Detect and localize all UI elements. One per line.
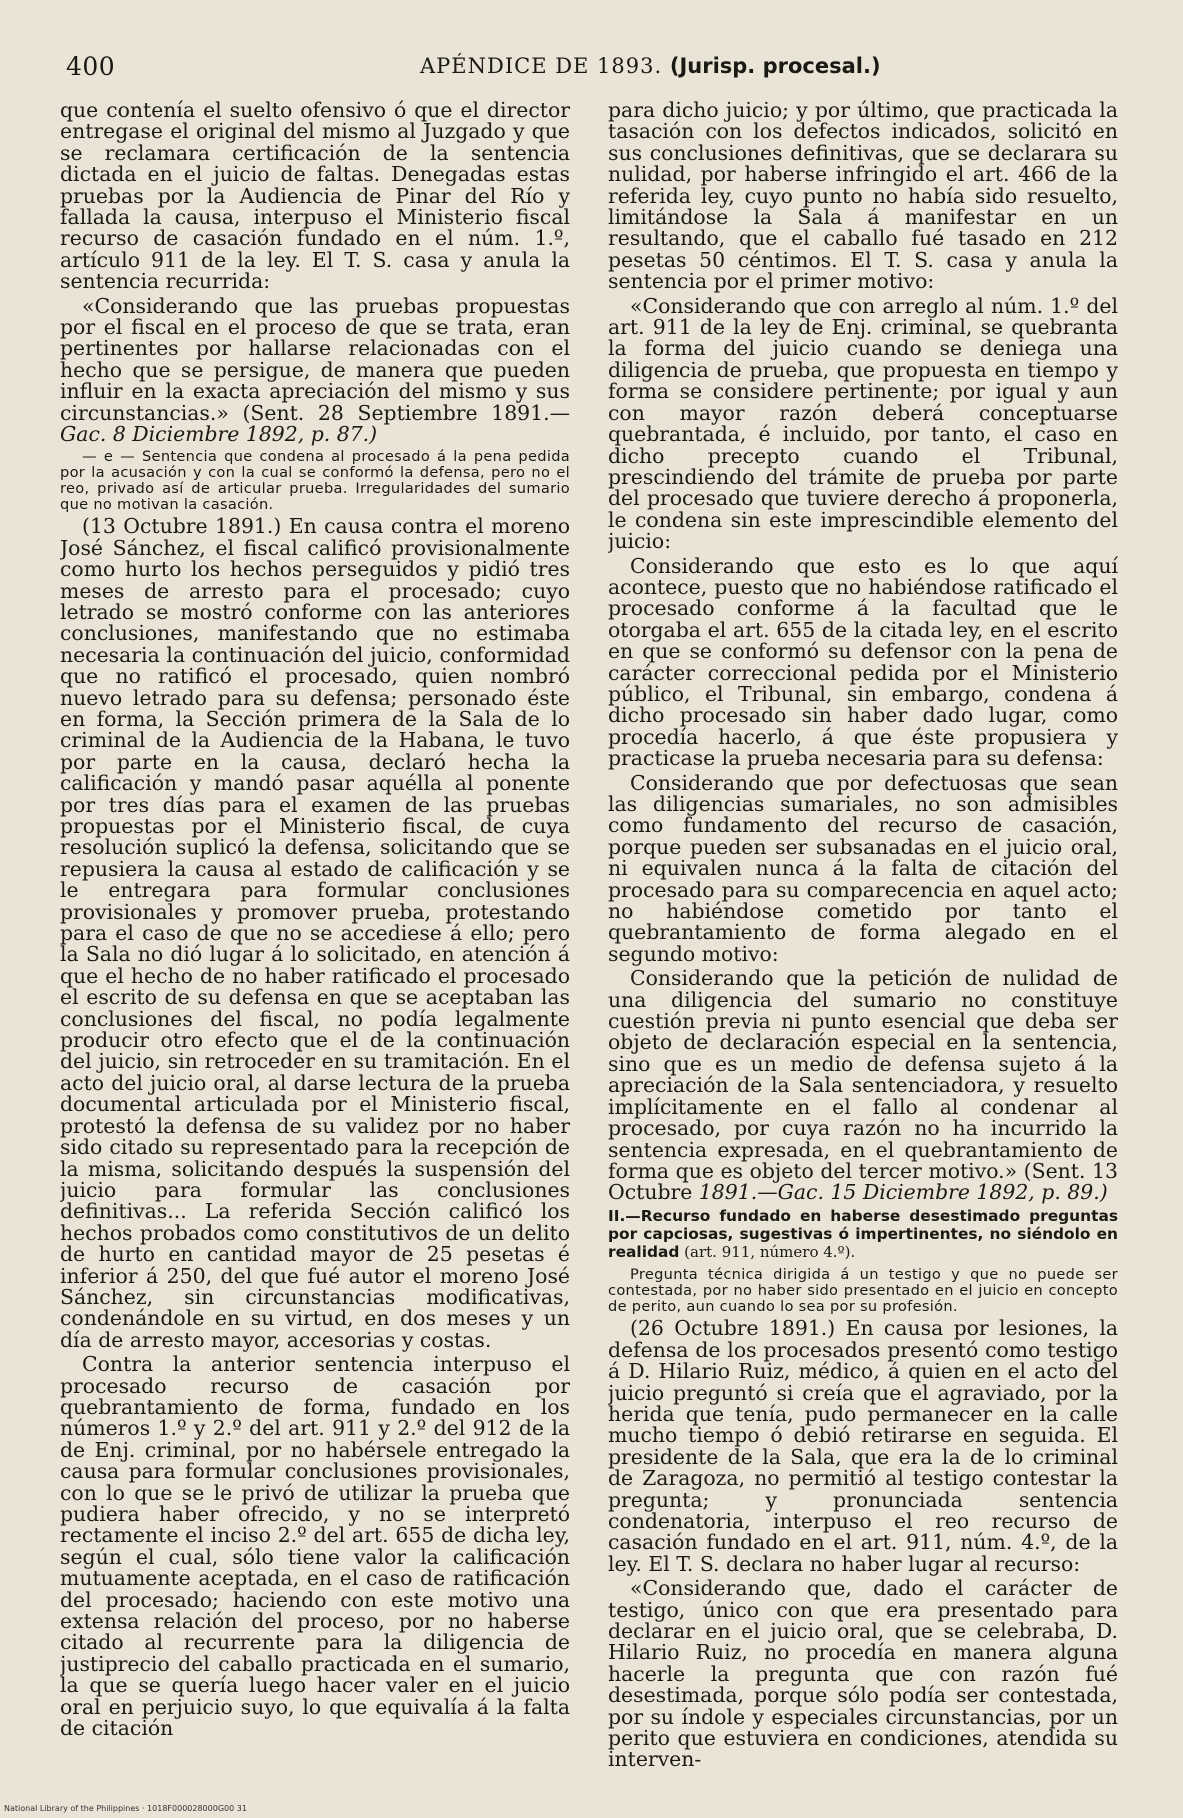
paragraph: «Considerando que con arreglo al núm. 1.º del art. 911 de la ley de Enj. criminal, se quebranta la forma del juicio cuando se deniega una diligencia de prueba, que propuesta en tiempo y forma se considere pertinente; por igual y aun con mayor razón deberá conceptuarse quebrantada, é incluido, por tanto, el caso en dicho precepto cuando el Tribunal, prescindiendo del trámite de prueba por parte del procesado que tuviere derecho á proponerla, le condena sin este imprescindible elemento del juicio: bbox=[608, 293, 1118, 554]
left-column bbox=[60, 100, 570, 1780]
paragraph bbox=[608, 968, 1118, 1203]
paragraph: Considerando que por defectuosas que sean las diligencias sumariales, no son admisibles como fundamento del recurso de casación, porque pueden ser subsanadas en el juicio oral, ni equivalen nunca á la falta de citación del procesado para su comparecencia en aquel acto; no habiéndose cometido por tanto el quebrantamiento de forma alegado en el segundo motivo: bbox=[608, 770, 1118, 966]
paragraph: (26 Octubre 1891.) En causa por lesiones, la defensa de los procesados presentó como testigo á D. Hilario Ruiz, médico, á quien en el acto del juicio preguntó si creía que el agraviado, por la herida que tenía, pudo permanecer en la calle mucho tiempo ó debió retirarse en seguida. El presidente de la Sala, que era la de lo criminal de Zaragoza, no permitió al testigo contestar la pregunta; y pronunciada sentencia condenatoria, interpuso el reo recurso de casación fundado en el art. 911, núm. 4.º, de la ley. El T. S. declara no haber lugar al recurso: bbox=[608, 1316, 1118, 1576]
running-title bbox=[420, 54, 881, 78]
scan-footer: National Library of the Philippines · 1018F000028000G00 31 bbox=[4, 1804, 247, 1813]
paragraph: Contra la anterior sentencia interpuso el procesado recurso de casación por quebrantamiento de forma, fundado en los números 1.º y 2.º del art. 911 y 2.º del 912 de la de Enj. criminal, por no habérsele entregado la causa para formular conclusiones provisionales, con lo que se le privó de utilizar la prueba que pudiera haber ofrecido, y no se interpretó rectamente el inciso 2.º del art. 655 de dicha ley, según el cual, sólo tiene valor la calificación mutuamente aceptada, en el caso de ratificación del procesado; haciendo con este motivo una extensa relación del proceso, por no haberse citado al recurrente para la diligencia de justiprecio del caballo practicada en el sumario, la que se quería luego hacer valer en el juicio oral en perjuicio suyo, lo que equivalía á la falta de citación bbox=[60, 1352, 570, 1741]
case-summary: — e — Sentencia que condena al procesado á la pena pedida por la acusación y con la cual se conformó la defensa, pero no el reo, privado así de articular prueba. Irregularidades del sumario que no motivan la casación. bbox=[60, 447, 570, 514]
case-summary: Pregunta técnica dirigida á un testigo y que no puede ser contestada, por no haber sido presentado en el juicio en concepto de perito, aun cuando lo sea por su profesión. bbox=[608, 1265, 1118, 1316]
section-heading-ref: (art. 911, número 4.º). bbox=[679, 1242, 856, 1261]
paragraph: que contenía el suelto ofensivo ó que el director entregase el original del mismo al Juzgado y que se reclamara certificación de la sentencia dictada en el juicio de faltas. Denegadas estas pruebas por la Audiencia de Pinar del Río y fallada la causa, interpuso el Ministerio fiscal recurso de casación fundado en el núm. 1.º, artículo 911 de la ley. El T. S. casa y anula la sentencia recurrida: bbox=[60, 100, 570, 294]
paragraph bbox=[60, 293, 570, 447]
page-number: 400 bbox=[66, 52, 116, 81]
paragraph-text: «Considerando que las pruebas propuestas por el fiscal en el proceso de que se trata, eran pertinentes por hallarse relacionadas con el hecho que se persigue, de manera que pueden influir en la exacta apreciación del mismo y sus circunstancias.» (Sent. 28 Septiembre 1891.— bbox=[60, 293, 570, 425]
page-header bbox=[40, 48, 1140, 88]
section-heading bbox=[608, 1207, 1118, 1261]
citation: 1891.—Gac. 15 Diciembre 1892, p. 89.) bbox=[698, 1180, 1108, 1205]
paragraph: Considerando que esto es lo que aquí acontece, puesto que no habiéndose ratificado el procesado conforme á la facultad que le otorgaba el art. 655 de la citada ley, en el escrito en que se conformó su defensor con la pena de carácter correccional pedida por el Ministerio público, el Tribunal, sin embargo, condena á dicho procesado sin haber dado lugar, como procedía hacerlo, á que éste propusiera y practicase la prueba necesaria para su defensa: bbox=[608, 553, 1118, 771]
paragraph-text: Considerando que la petición de nulidad de una diligencia del sumario no constituye cuestión previa ni punto esencial que deba ser objeto de declaración especial en la sentencia, sino que es un medio de defensa sujeto á la apreciación de la Sala sentenciadora, y resuelto implícitamente en el fallo al condenar al procesado, por cuya razón no ha incurrido la sentencia expresada, en el quebrantamiento de forma que es objeto del tercer motivo.» (Sent. 13 Octubre bbox=[608, 966, 1118, 1205]
running-title-section: (Jurisp. procesal.) bbox=[669, 54, 881, 78]
paragraph: para dicho juicio; y por último, que practicada la tasación con los defectos indicados, solicitó en sus conclusiones definitivas, que se declarara su nulidad, por haberse infringido el art. 466 de la referida ley, cuyo punto no había sido resuelto, limitándose la Sala á manifestar en un resultando, que el caballo fué tasado en 212 pesetas 50 céntimos. El T. S. casa y anula la sentencia por el primer motivo: bbox=[608, 100, 1118, 294]
paragraph: (13 Octubre 1891.) En causa contra el moreno José Sánchez, el fiscal calificó provisionalmente como hurto los hechos perseguidos y pidió tres meses de arresto para el procesado; cuyo letrado se mostró conforme con las anteriores conclusiones, manifestando que no estimaba necesaria la continuación del juicio, conformidad que no ratificó el procesado, quien nombró nuevo letrado para su defensa; personado éste en forma, la Sección primera de la Sala de lo criminal de la Audiencia de la Habana, le tuvo por parte en la causa, declaró hecha la calificación y mandó pasar aquélla al ponente por tres días para el examen de las pruebas propuestas por el Ministerio fiscal, de cuya resolución suplicó la defensa, solicitando que se repusiera la causa al estado de calificación y se le entregara para formular conclusiones provisionales y promover prueba, protestando para el caso de que no se accediese á ello; pero la Sala no dió lugar á lo solicitado, en atención á que el hecho de no haber ratificado el procesado el escrito de su defensa en que se aceptaban las conclusiones del fiscal, no podía legalmente producir otro efecto que el de la continuación del juicio, sin retroceder en su tramitación. En el acto del juicio oral, al darse lectura de la prueba documental articulada por el Ministerio fiscal, protestó la defensa de su validez por no haber sido citado su representado para la recepción de la misma, solicitando después la suspensión del juicio para formular las conclusiones definitivas... La referida Sección calificó los hechos probados como constitutivos de un delito de hurto en cantidad mayor de 25 pesetas é inferior á 250, del que fué autor el moreno José Sánchez, sin circunstancias modificativas, condenándole en su virtud, en dos meses y un día de arresto mayor, accesorias y costas. bbox=[60, 514, 570, 1352]
right-column bbox=[608, 100, 1118, 1780]
citation: Gac. 8 Diciembre 1892, p. 87.) bbox=[60, 422, 378, 447]
section-heading-bold: II.—Recurso fundado en haberse desestimado preguntas por capciosas, sugestivas ó impertinentes, no siéndolo en realidad bbox=[608, 1206, 1118, 1261]
paragraph: «Considerando que, dado el carácter de testigo, único con que era presentado para declarar en el juicio oral, que se celebraba, D. Hilario Ruiz, no procedía en manera alguna hacerle la pregunta que con razón fué desestimada, porque sólo podía ser contestada, por su índole y especiales circunstancias, por un perito que estuviera en condiciones, atendida su interven- bbox=[608, 1576, 1118, 1772]
running-title-main: APÉNDICE DE 1893. bbox=[420, 54, 663, 78]
